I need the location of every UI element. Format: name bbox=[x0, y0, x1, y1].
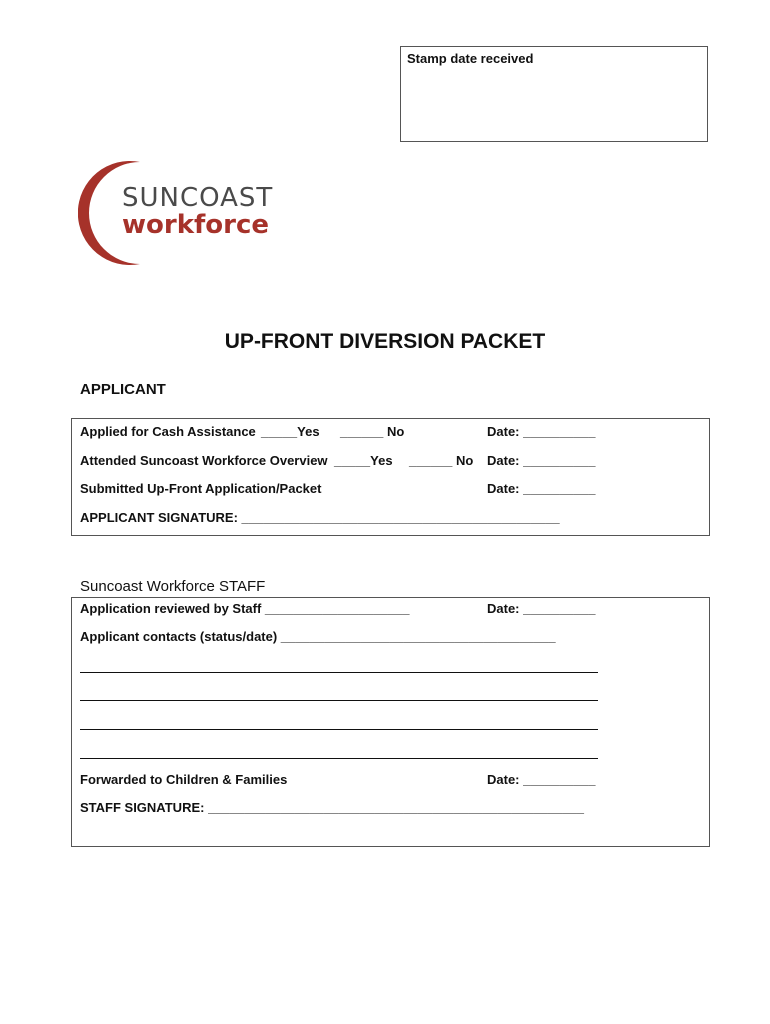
logo-text-workforce: workforce bbox=[122, 210, 270, 240]
contacts-line[interactable] bbox=[80, 758, 598, 759]
document-title: UP-FRONT DIVERSION PACKET bbox=[224, 330, 546, 353]
overview-yes-field[interactable]: _____Yes bbox=[334, 453, 393, 468]
suncoast-workforce-logo bbox=[78, 158, 274, 268]
reviewed-by-staff-field[interactable]: Application reviewed by Staff ____________________ bbox=[80, 601, 410, 616]
cash-assistance-yes-field[interactable]: _____Yes bbox=[261, 424, 320, 439]
contacts-line[interactable] bbox=[80, 700, 598, 701]
stamp-date-label: Stamp date received bbox=[407, 51, 534, 66]
cash-assistance-label: Applied for Cash Assistance bbox=[80, 424, 256, 439]
applicant-contacts-field[interactable]: Applicant contacts (status/date) ______________________________________ bbox=[80, 629, 556, 644]
cash-assistance-date-field[interactable]: Date: __________ bbox=[487, 424, 596, 439]
contacts-line[interactable] bbox=[80, 672, 598, 673]
contacts-line[interactable] bbox=[80, 729, 598, 730]
applicant-heading: APPLICANT bbox=[80, 381, 166, 398]
application-submitted-label: Submitted Up-Front Application/Packet bbox=[80, 481, 322, 496]
forwarded-label: Forwarded to Children & Families bbox=[80, 772, 288, 787]
staff-signature-field[interactable]: STAFF SIGNATURE: ____________________________________________________ bbox=[80, 800, 585, 815]
staff-section bbox=[71, 597, 710, 847]
application-submitted-date-field[interactable]: Date: __________ bbox=[487, 481, 596, 496]
staff-heading: Suncoast Workforce STAFF bbox=[80, 578, 266, 595]
overview-label: Attended Suncoast Workforce Overview bbox=[80, 453, 328, 468]
overview-date-field[interactable]: Date: __________ bbox=[487, 453, 596, 468]
logo-text-suncoast: SUNCOAST bbox=[122, 183, 274, 213]
applicant-section bbox=[71, 418, 710, 536]
stamp-date-box[interactable] bbox=[400, 46, 708, 142]
overview-no-field[interactable]: ______ No bbox=[409, 453, 474, 468]
forwarded-date-field[interactable]: Date: __________ bbox=[487, 772, 596, 787]
reviewed-date-field[interactable]: Date: __________ bbox=[487, 601, 596, 616]
cash-assistance-no-field[interactable]: ______ No bbox=[340, 424, 405, 439]
applicant-signature-field[interactable]: APPLICANT SIGNATURE: ____________________________________________ bbox=[80, 510, 560, 525]
